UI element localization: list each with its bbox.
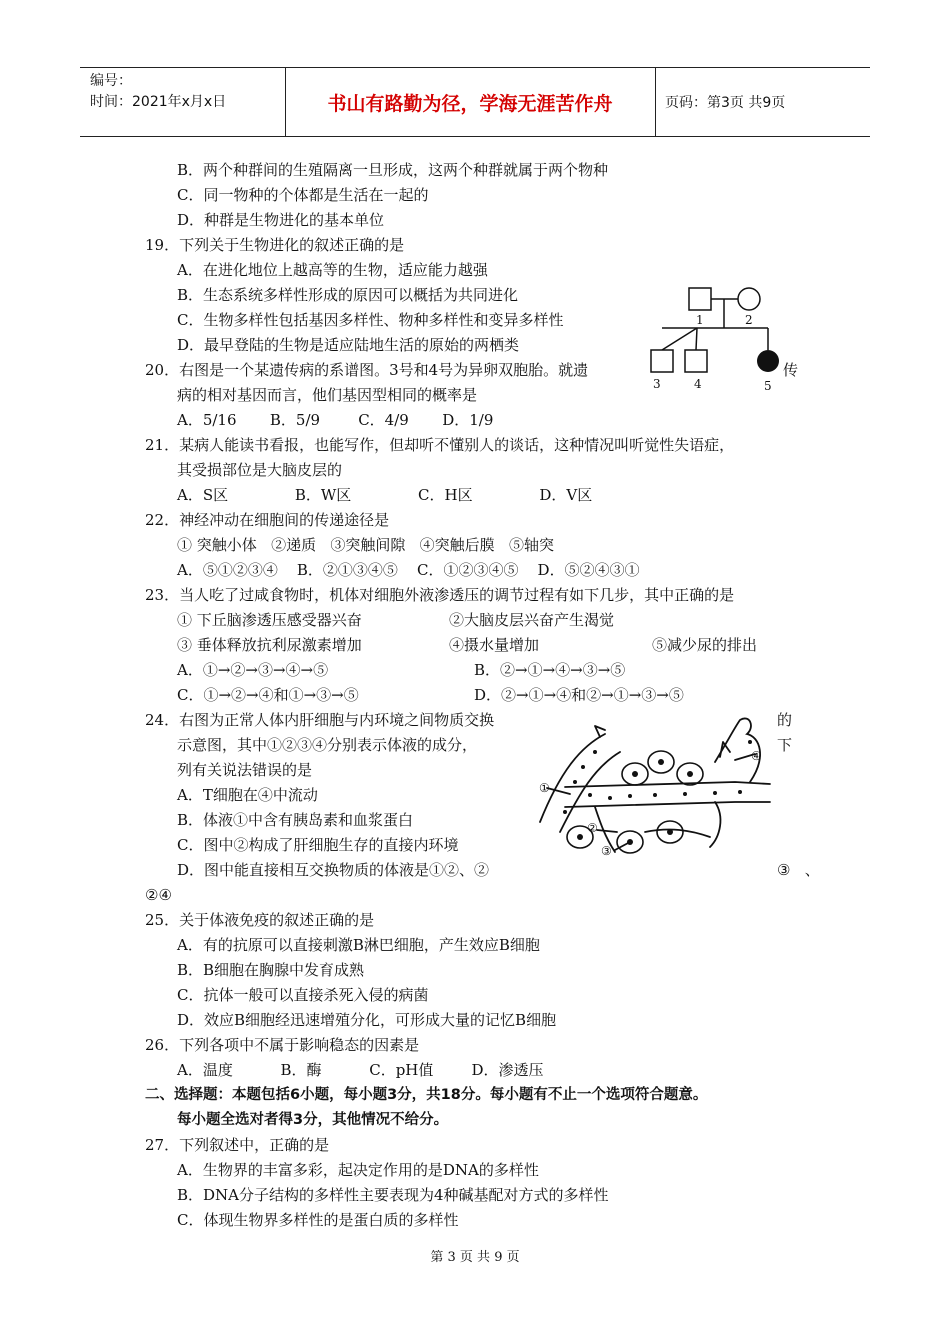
text-line: 22．神经冲动在细胞间的传递途径是 (145, 511, 390, 529)
text-line: D．效应B细胞经迅速增殖分化，可形成大量的记忆B细胞 (177, 1011, 557, 1029)
header-code: 编号： (90, 73, 132, 89)
text-line: 24．右图为正常人体内肝细胞与内环境之间物质交换 (145, 711, 495, 729)
text-line: ③ 、 (777, 861, 820, 879)
pedigree-affected-female-5 (757, 350, 779, 372)
liver-cell-diagram (535, 712, 780, 862)
page-header (80, 67, 870, 137)
section-heading: 二、选择题：本题包括6小题，每小题3分，共18分。每小题有不止一个选项符合题意。 (145, 1087, 708, 1103)
text-line: ④摄水量增加 (449, 636, 540, 654)
text-line: B．生态系统多样性形成的原因可以概括为共同进化 (177, 286, 519, 304)
text-line: 列有关说法错误的是 (177, 761, 313, 779)
pedigree-male-1 (689, 288, 711, 310)
text-line: A．S区 B．W区 C．H区 D．V区 (177, 486, 593, 504)
text-line: 示意图，其中①②③④分别表示体液的成分， (177, 736, 478, 754)
text-line: D．种群是生物进化的基本单位 (177, 211, 385, 229)
text-line: A．①→②→③→④→⑤ (177, 661, 329, 679)
text-line: B．DNA分子结构的多样性主要表现为4种碱基配对方式的多样性 (177, 1186, 609, 1204)
page-footer: 第 3 页 共 9 页 (430, 1250, 520, 1265)
text-line: C．生物多样性包括基因多样性、物种多样性和变异多样性 (177, 311, 564, 329)
text-line: ②④ (145, 886, 172, 904)
text-line: B．体液①中含有胰岛素和血浆蛋白 (177, 811, 414, 829)
section-heading: 每小题全选对者得3分，其他情况不给分。 (177, 1112, 449, 1128)
text-line: ① 突触小体 ②递质 ③突触间隙 ④突触后膜 ⑤轴突 (177, 536, 554, 554)
pedigree-chart (640, 280, 790, 395)
pedigree-male-4 (685, 350, 707, 372)
pedigree-label: 2 (745, 313, 753, 327)
text-line: B．B细胞在胸腺中发育成熟 (177, 961, 365, 979)
text-line: 26．下列各项中不属于影响稳态的因素是 (145, 1036, 420, 1054)
pedigree-female-2 (738, 288, 760, 310)
text-line: A．温度 B．酶 C．pH值 D．渗透压 (177, 1061, 544, 1079)
text-line: 病的相对基因而言，他们基因型相同的概率是 (177, 386, 478, 404)
text-line: 的 (777, 711, 793, 729)
text-line: ① 下丘脑渗透压感受器兴奋 (177, 611, 362, 629)
diagram-label: ② (587, 821, 598, 835)
pedigree-label: 5 (764, 379, 772, 393)
pedigree-male-3 (651, 350, 673, 372)
text-line: C．图中②构成了肝细胞生存的直接内环境 (177, 836, 459, 854)
pedigree-label: 1 (696, 313, 704, 327)
diagram-label: ① (539, 781, 550, 795)
text-line: 20．右图是一个某遗传病的系谱图。3号和4号为异卵双胞胎。就遗 (145, 361, 589, 379)
text-line: 其受损部位是大脑皮层的 (177, 461, 343, 479)
text-line: C．①→②→④和①→③→⑤ (177, 686, 359, 704)
text-line: 19．下列关于生物进化的叙述正确的是 (145, 236, 405, 254)
text-line: ②大脑皮层兴奋产生渴觉 (449, 611, 615, 629)
header-motto: 书山有路勤为径，学海无涯苦作舟 (327, 92, 613, 115)
text-line: D．最早登陆的生物是适应陆地生活的原始的两栖类 (177, 336, 520, 354)
text-line: D．图中能直接相互交换物质的体液是①②、② (177, 861, 490, 879)
text-line: 23．当人吃了过咸食物时，机体对细胞外液渗透压的调节过程有如下几步，其中正确的是 (145, 586, 735, 604)
header-time: 时间：2021年x月x日 (90, 94, 227, 110)
text-line: B．②→①→④→③→⑤ (474, 661, 626, 679)
text-line: A．⑤①②③④ B．②①③④⑤ C．①②③④⑤ D．⑤②④③① (177, 561, 640, 579)
diagram-label: ④ (751, 749, 762, 763)
header-divider (655, 68, 656, 136)
pedigree-label: 3 (653, 377, 661, 391)
header-meta (90, 71, 226, 113)
text-line: ⑤减少尿的排出 (652, 636, 758, 654)
text-line: D．②→①→④和②→①→③→⑤ (474, 686, 684, 704)
text-line: 25．关于体液免疫的叙述正确的是 (145, 911, 375, 929)
text-line: A．T细胞在④中流动 (177, 786, 318, 804)
text-line: C．抗体一般可以直接杀死入侵的病菌 (177, 986, 429, 1004)
diagram-label: ③ (601, 844, 612, 858)
header-page-number: 页码：第3页 共9页 (665, 95, 786, 111)
text-line: C．体现生物界多样性的是蛋白质的多样性 (177, 1211, 459, 1229)
text-line: A．5/16 B．5/9 C．4/9 D．1/9 (177, 411, 494, 429)
pedigree-label: 4 (694, 377, 702, 391)
text-line: A．生物界的丰富多彩，起决定作用的是DNA的多样性 (177, 1161, 539, 1179)
text-line: 27．下列叙述中，正确的是 (145, 1136, 330, 1154)
text-line: A．有的抗原可以直接刺激B淋巴细胞，产生效应B细胞 (177, 936, 540, 954)
text-line: 传 (783, 361, 799, 379)
text-line: 下 (777, 736, 793, 754)
text-line: A．在进化地位上越高等的生物，适应能力越强 (177, 261, 488, 279)
text-line: B．两个种群间的生殖隔离一旦形成，这两个种群就属于两个物种 (177, 161, 609, 179)
text-line: ③ 垂体释放抗利尿激素增加 (177, 636, 362, 654)
text-line: C．同一物种的个体都是生活在一起的 (177, 186, 429, 204)
text-line: 21．某病人能读书看报，也能写作，但却听不懂别人的谈话，这种情况叫听觉性失语症， (145, 436, 735, 454)
